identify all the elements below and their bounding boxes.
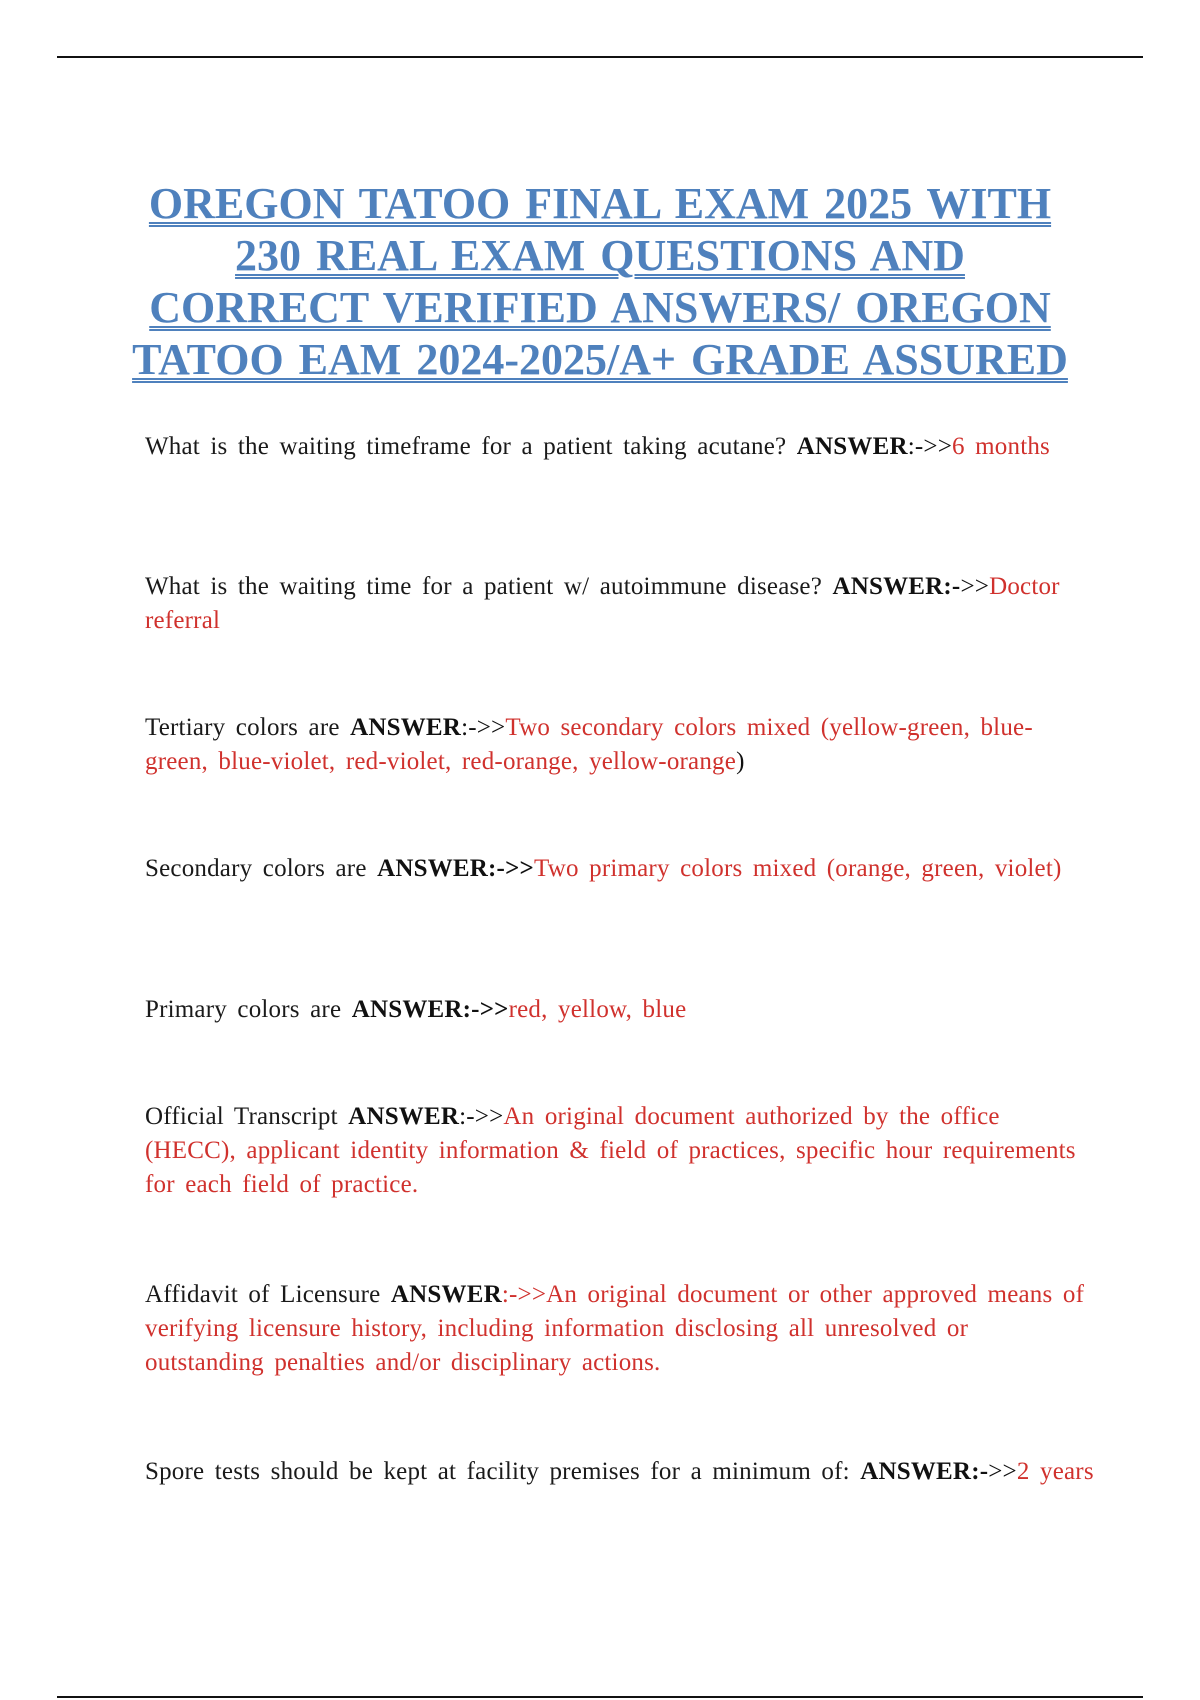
answer-text: 6 months: [952, 433, 1050, 460]
title-line-3: CORRECT VERIFIED ANSWERS/ OREGON: [149, 283, 1051, 332]
qa-item-8: [145, 1455, 1095, 1489]
qa-item-3: [145, 711, 1095, 779]
answer-arrow: :->>: [907, 433, 952, 460]
qa-item-4: [145, 852, 1095, 886]
question-text: Spore tests should be kept at facility premises for a minimum of:: [145, 1458, 861, 1485]
answer-arrow: :->>: [459, 1103, 504, 1130]
question-text: Secondary colors are: [145, 855, 378, 882]
bottom-rule: [57, 1696, 1143, 1698]
question-text: What is the waiting time for a patient w/ autoimmune disease?: [145, 573, 833, 600]
answer-text: :->>An original document or other approved means of verifying licensure history, including information disclosing all unresolved or outstanding penalties and/or disciplinary actions.: [145, 1281, 1085, 1376]
answer-text: Doctor referral: [145, 573, 1060, 634]
top-rule: [57, 56, 1143, 58]
answer-label: ANSWER:-: [860, 1458, 989, 1485]
question-text: Affidavit of Licensure: [145, 1281, 391, 1308]
answer-text: 2 years: [1016, 1458, 1094, 1485]
answer-text: Two primary colors mixed (orange, green, violet): [533, 855, 1062, 882]
qa-item-7: [145, 1278, 1095, 1380]
title-line-4: TATOO EAM 2024-2025/A+ GRADE ASSURED: [132, 335, 1068, 384]
question-text: Primary colors are: [145, 996, 352, 1023]
qa-item-1: [145, 430, 1095, 464]
answer-arrow: >>: [960, 573, 990, 600]
title-line-2: 230 REAL EXAM QUESTIONS AND: [235, 231, 965, 280]
qa-item-6: [145, 1100, 1095, 1202]
answer-label: ANSWER: [390, 1281, 502, 1308]
answer-arrow: :->>: [461, 714, 506, 741]
question-text: Official Transcript: [145, 1103, 349, 1130]
answer-label: ANSWER:-: [832, 573, 961, 600]
answer-label: ANSWER:->>: [351, 996, 509, 1023]
answer-label: ANSWER: [348, 1103, 460, 1130]
answer-tail: ): [736, 748, 745, 775]
title-line-1: OREGON TATOO FINAL EXAM 2025 WITH: [148, 179, 1052, 228]
answer-arrow: >>: [988, 1458, 1017, 1485]
question-text: Tertiary colors are: [145, 714, 351, 741]
question-text: What is the waiting timeframe for a patient taking acutane?: [145, 433, 797, 460]
answer-label: ANSWER: [796, 433, 908, 460]
answer-text: Two secondary colors mixed (yellow-green, blue-green, blue-violet, red-violet, red-orange, yellow-orange: [145, 714, 1033, 775]
answer-text: An original document authorized by the office (HECC), applicant identity information & field of practices, specific hour requirements for each field of practice.: [145, 1103, 1076, 1198]
answer-label: ANSWER: [350, 714, 462, 741]
answer-text: red, yellow, blue: [508, 996, 687, 1023]
answer-label: ANSWER:->>: [377, 855, 534, 882]
qa-item-2: [145, 570, 1095, 638]
document-title: [100, 178, 1100, 386]
qa-item-5: [145, 993, 1095, 1027]
